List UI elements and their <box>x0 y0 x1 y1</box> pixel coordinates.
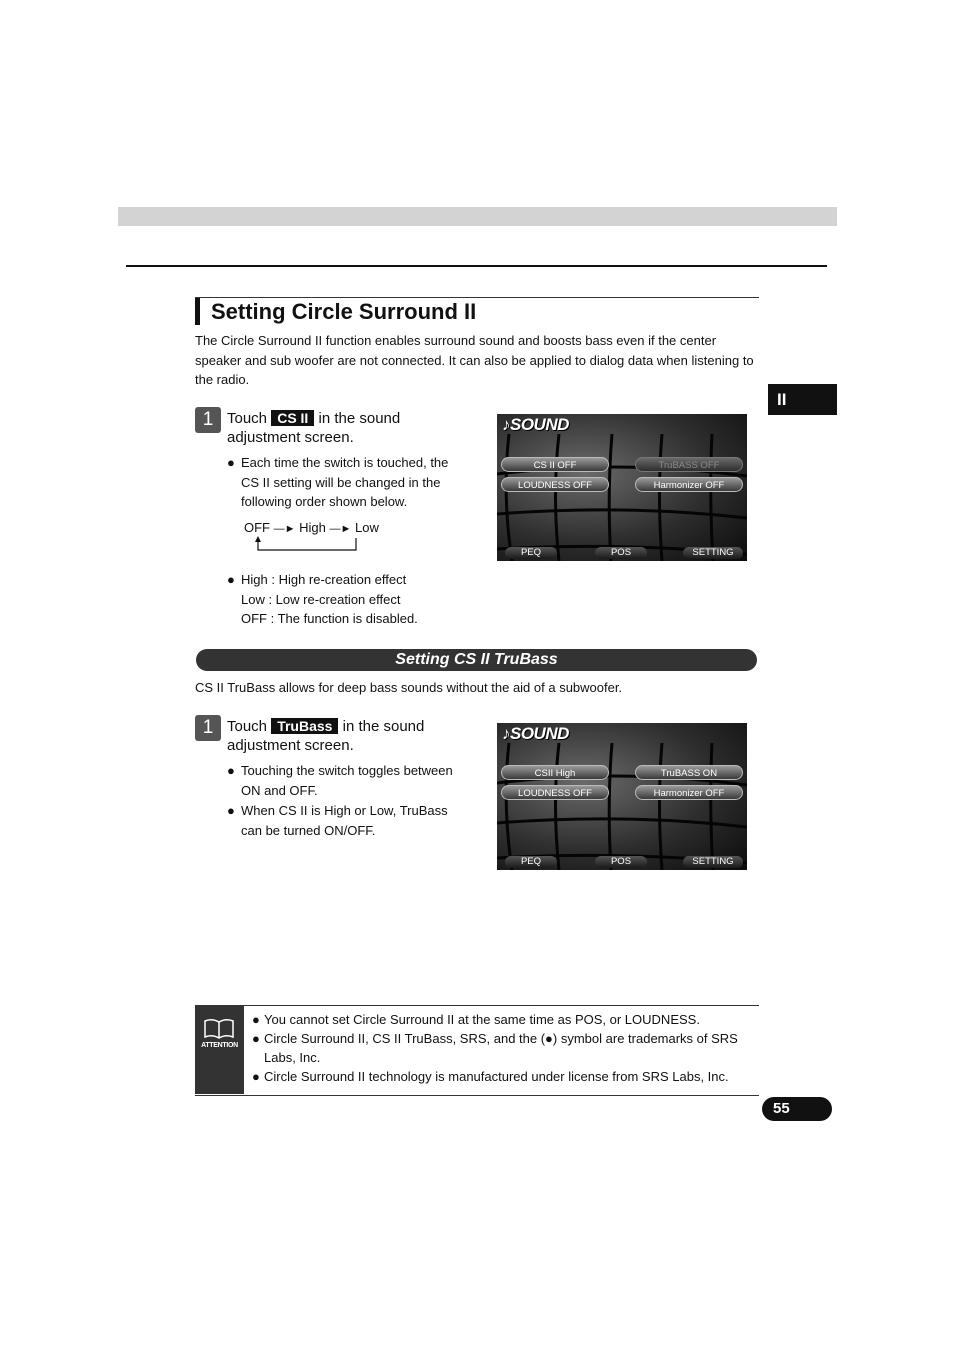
pos-button[interactable]: POS <box>595 547 647 559</box>
step-pre: Touch <box>227 410 268 427</box>
mode-low: Low : Low re-creation effect <box>241 591 401 607</box>
title-accent-bar <box>195 298 200 325</box>
mode-list <box>227 570 467 629</box>
step-post: in the sound <box>318 410 401 427</box>
sound-title: ♪SOUND <box>502 724 569 743</box>
loudness-button[interactable]: LOUDNESS OFF <box>501 477 609 492</box>
step-number: 1 <box>195 407 221 433</box>
step-pre: Touch <box>227 718 268 735</box>
attention-item: ● You cannot set Circle Surround II at the same time as POS, or LOUDNESS. <box>252 1012 700 1027</box>
bullet-icon: ● <box>252 1012 260 1027</box>
cs-ii-key: CS II <box>271 410 314 426</box>
mode-off: OFF : The function is disabled. <box>241 611 418 626</box>
cs-ii-button[interactable]: CS II OFF <box>501 457 609 472</box>
trubass-key: TruBass <box>271 718 338 734</box>
mode-high: High : High re-creation effect <box>241 572 407 587</box>
step-instruction <box>227 717 477 755</box>
book-icon <box>203 1018 235 1040</box>
intro-paragraph: The Circle Surround II function enables surround sound and boosts bass even if the center speaker and sub woofer are not connected. It can also be applied to dialog data when listening to the radio. <box>195 333 754 387</box>
bullet-item <box>227 801 472 840</box>
sound-screen-1 <box>497 414 747 561</box>
bullet-icon: ● <box>227 803 235 818</box>
bullet-icon: ● <box>227 763 235 778</box>
pos-button[interactable]: POS <box>595 856 647 868</box>
step-line2: adjustment screen. <box>227 429 354 446</box>
step-line2: adjustment screen. <box>227 737 354 754</box>
page-title: Setting Circle Surround II <box>211 299 477 324</box>
bullet-item <box>227 570 467 629</box>
page-number: 55 <box>762 1097 832 1121</box>
bullet-item <box>227 453 467 512</box>
bullet-text: Touching the switch toggles between ON and OFF. <box>241 763 453 798</box>
bullet-icon: ● <box>252 1031 260 1046</box>
music-note-icon: ♪ <box>502 415 510 434</box>
header-rule <box>126 265 827 267</box>
peq-button[interactable]: PEQ <box>505 856 557 868</box>
loudness-button[interactable]: LOUDNESS OFF <box>501 785 609 800</box>
trubass-button[interactable]: TruBASS ON <box>635 765 743 780</box>
sound-title: ♪SOUND <box>502 415 569 434</box>
attention-item: ● Circle Surround II technology is manufactured under license from SRS Labs, Inc. <box>252 1069 729 1084</box>
loop-arrow-icon <box>254 536 358 552</box>
page-title-block <box>195 297 759 326</box>
bullet-icon: ● <box>227 572 235 587</box>
step-instruction <box>227 409 477 447</box>
flow-diagram <box>244 518 384 554</box>
trubass-button[interactable]: TruBASS OFF <box>635 457 743 472</box>
bullet-icon: ● <box>252 1069 260 1084</box>
header-band <box>118 207 837 226</box>
bullet-text: When CS II is High or Low, TruBass can be turned ON/OFF. <box>241 803 448 838</box>
flow-high: High <box>299 520 326 535</box>
attention-panel <box>195 1006 244 1094</box>
step-number: 1 <box>195 715 221 741</box>
bullet-item <box>227 761 472 800</box>
music-note-icon: ♪ <box>502 724 510 743</box>
sound-screen-2 <box>497 723 747 870</box>
bullet-text: Each time the switch is touched, the CS II setting will be changed in the following order shown below. <box>241 455 449 509</box>
attention-box <box>195 1005 759 1096</box>
harmonizer-button[interactable]: Harmonizer OFF <box>635 785 743 800</box>
peq-button[interactable]: PEQ <box>505 547 557 559</box>
attention-label: ATTENTION <box>201 1042 238 1049</box>
section-tab: II <box>768 384 837 415</box>
attention-item: ● Circle Surround II, CS II TruBass, SRS, and the (●) symbol are trademarks of SRS Labs, Inc. <box>252 1031 738 1065</box>
cs-ii-button[interactable]: CSII High <box>501 765 609 780</box>
arrow-right-icon: —► <box>273 523 296 535</box>
subsection-intro: CS II TruBass allows for deep bass sounds without the aid of a subwoofer. <box>195 680 623 695</box>
arrow-right-icon: —► <box>329 523 352 535</box>
setting-button[interactable]: SETTING <box>683 856 743 868</box>
attention-list <box>252 1010 757 1086</box>
flow-low: Low <box>355 520 379 535</box>
flow-off: OFF <box>244 520 270 535</box>
step-post: in the sound <box>342 718 425 735</box>
harmonizer-button[interactable]: Harmonizer OFF <box>635 477 743 492</box>
subsection-title: Setting CS II TruBass <box>196 649 757 671</box>
setting-button[interactable]: SETTING <box>683 547 743 559</box>
bullet-icon: ● <box>227 455 235 470</box>
